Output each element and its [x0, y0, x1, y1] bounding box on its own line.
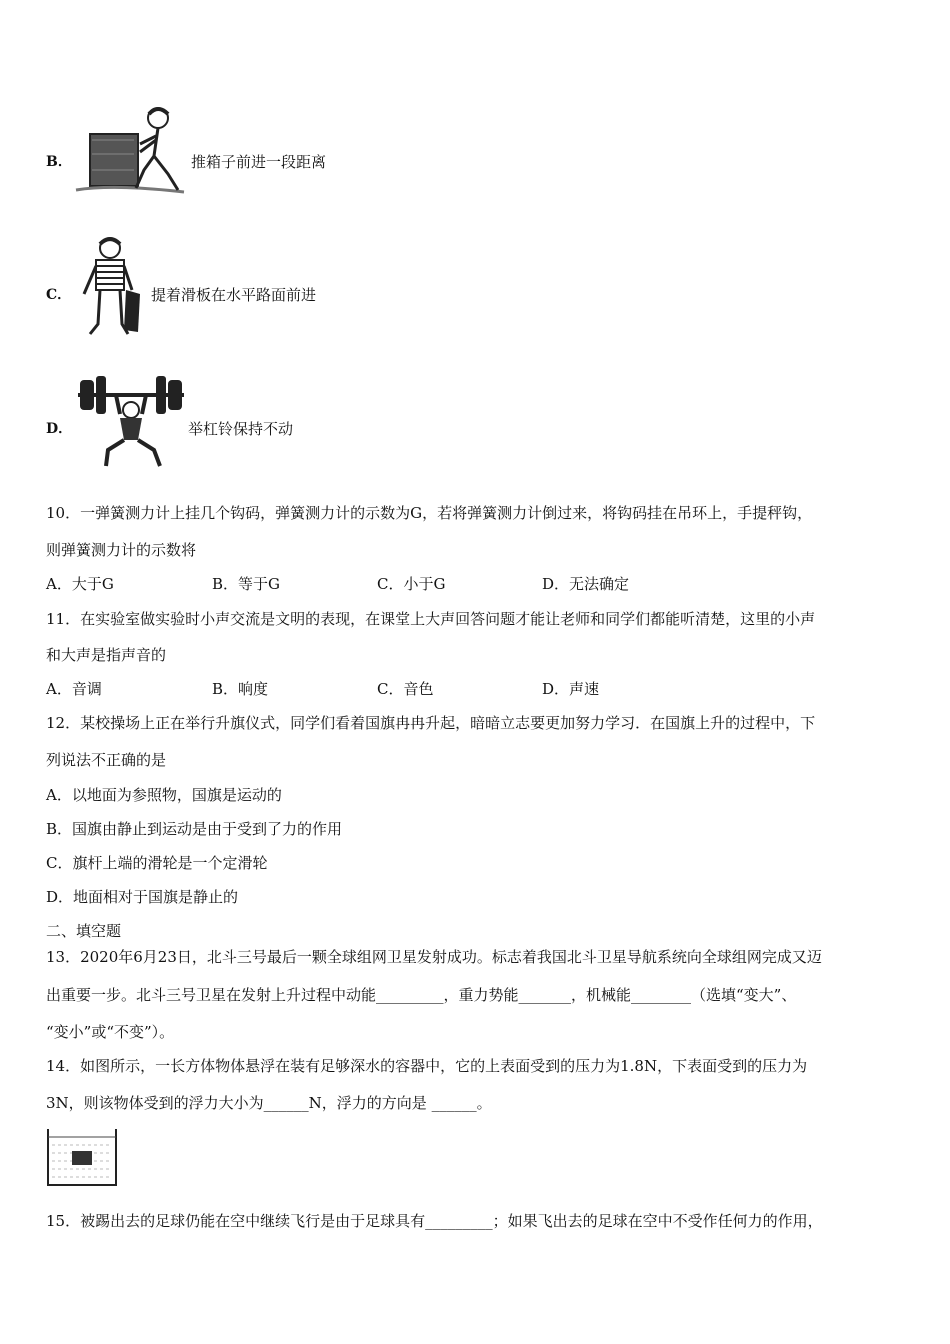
question-text: 11．在实验室做实验时小声交流是文明的表现，在课堂上大声回答问题才能让老师和同学们都能听清楚，这里的小声: [46, 610, 816, 628]
section-heading: 二、填空题: [46, 922, 122, 940]
option-label: D．: [46, 421, 73, 437]
option-text: 推箱子前进一段距离: [191, 153, 327, 171]
choice-b: B．国旗由静止到运动是由于受到了力的作用: [46, 820, 343, 838]
person-carrying-skateboard-icon: [76, 234, 148, 344]
question-text: 15．被踢出去的足球仍能在空中继续飞行是由于足球具有_________；如果飞出去的足球在空中不受作任何力的作用，: [46, 1212, 823, 1230]
choice-c: C．小于G: [377, 575, 446, 593]
question-text: 和大声是指声音的: [46, 646, 167, 664]
question-text: 3N，则该物体受到的浮力大小为______N，浮力的方向是 ______。: [46, 1094, 492, 1112]
option-label: C．: [46, 287, 72, 303]
choice-d: D．地面相对于国旗是静止的: [46, 888, 239, 906]
question-text: 列说法不正确的是: [46, 751, 167, 769]
question-text: 14．如图所示，一长方体物体悬浮在装有足够深水的容器中，它的上表面受到的压力为1.8N，下表面受到的压力为: [46, 1057, 808, 1075]
choice-b: B．等于G: [212, 575, 281, 593]
choice-d: D．声速: [542, 680, 600, 698]
weightlifter-icon: [76, 374, 186, 470]
question-text: 12．某校操场上正在举行升旗仪式，同学们看着国旗冉冉升起，暗暗立志要更加努力学习．在国旗上升的过程中，下: [46, 714, 816, 732]
choice-c: C．音色: [377, 680, 434, 698]
question-text: 10．一弹簧测力计上挂几个钩码，弹簧测力计的示数为G，若将弹簧测力计倒过来，将钩码挂在吊环上，手提秤钩，: [46, 504, 813, 522]
choice-d: D．无法确定: [542, 575, 630, 593]
person-pushing-box-icon: [74, 104, 186, 196]
container-with-block-icon: [46, 1127, 118, 1187]
choice-a: A．以地面为参照物，国旗是运动的: [46, 786, 282, 804]
choice-b: B．响度: [212, 680, 269, 698]
question-text: 13．2020年6月23日，北斗三号最后一颗全球组网卫星发射成功。标志着我国北斗卫星导航系统向全球组网完成又迈: [46, 948, 822, 966]
question-text: 则弹簧测力计的示数将: [46, 541, 197, 559]
option-label: B．: [46, 154, 72, 170]
choice-c: C．旗杆上端的滑轮是一个定滑轮: [46, 854, 268, 872]
choice-a: A．大于G: [46, 575, 114, 593]
choice-a: A．音调: [46, 680, 102, 698]
option-text: 提着滑板在水平路面前进: [151, 286, 317, 304]
question-text: 出重要一步。北斗三号卫星在发射上升过程中动能_________，重力势能_______，机械能________（选填“变大”、: [46, 986, 797, 1004]
option-text: 举杠铃保持不动: [188, 420, 294, 438]
question-text: “变小”或“不变”）。: [46, 1023, 175, 1041]
